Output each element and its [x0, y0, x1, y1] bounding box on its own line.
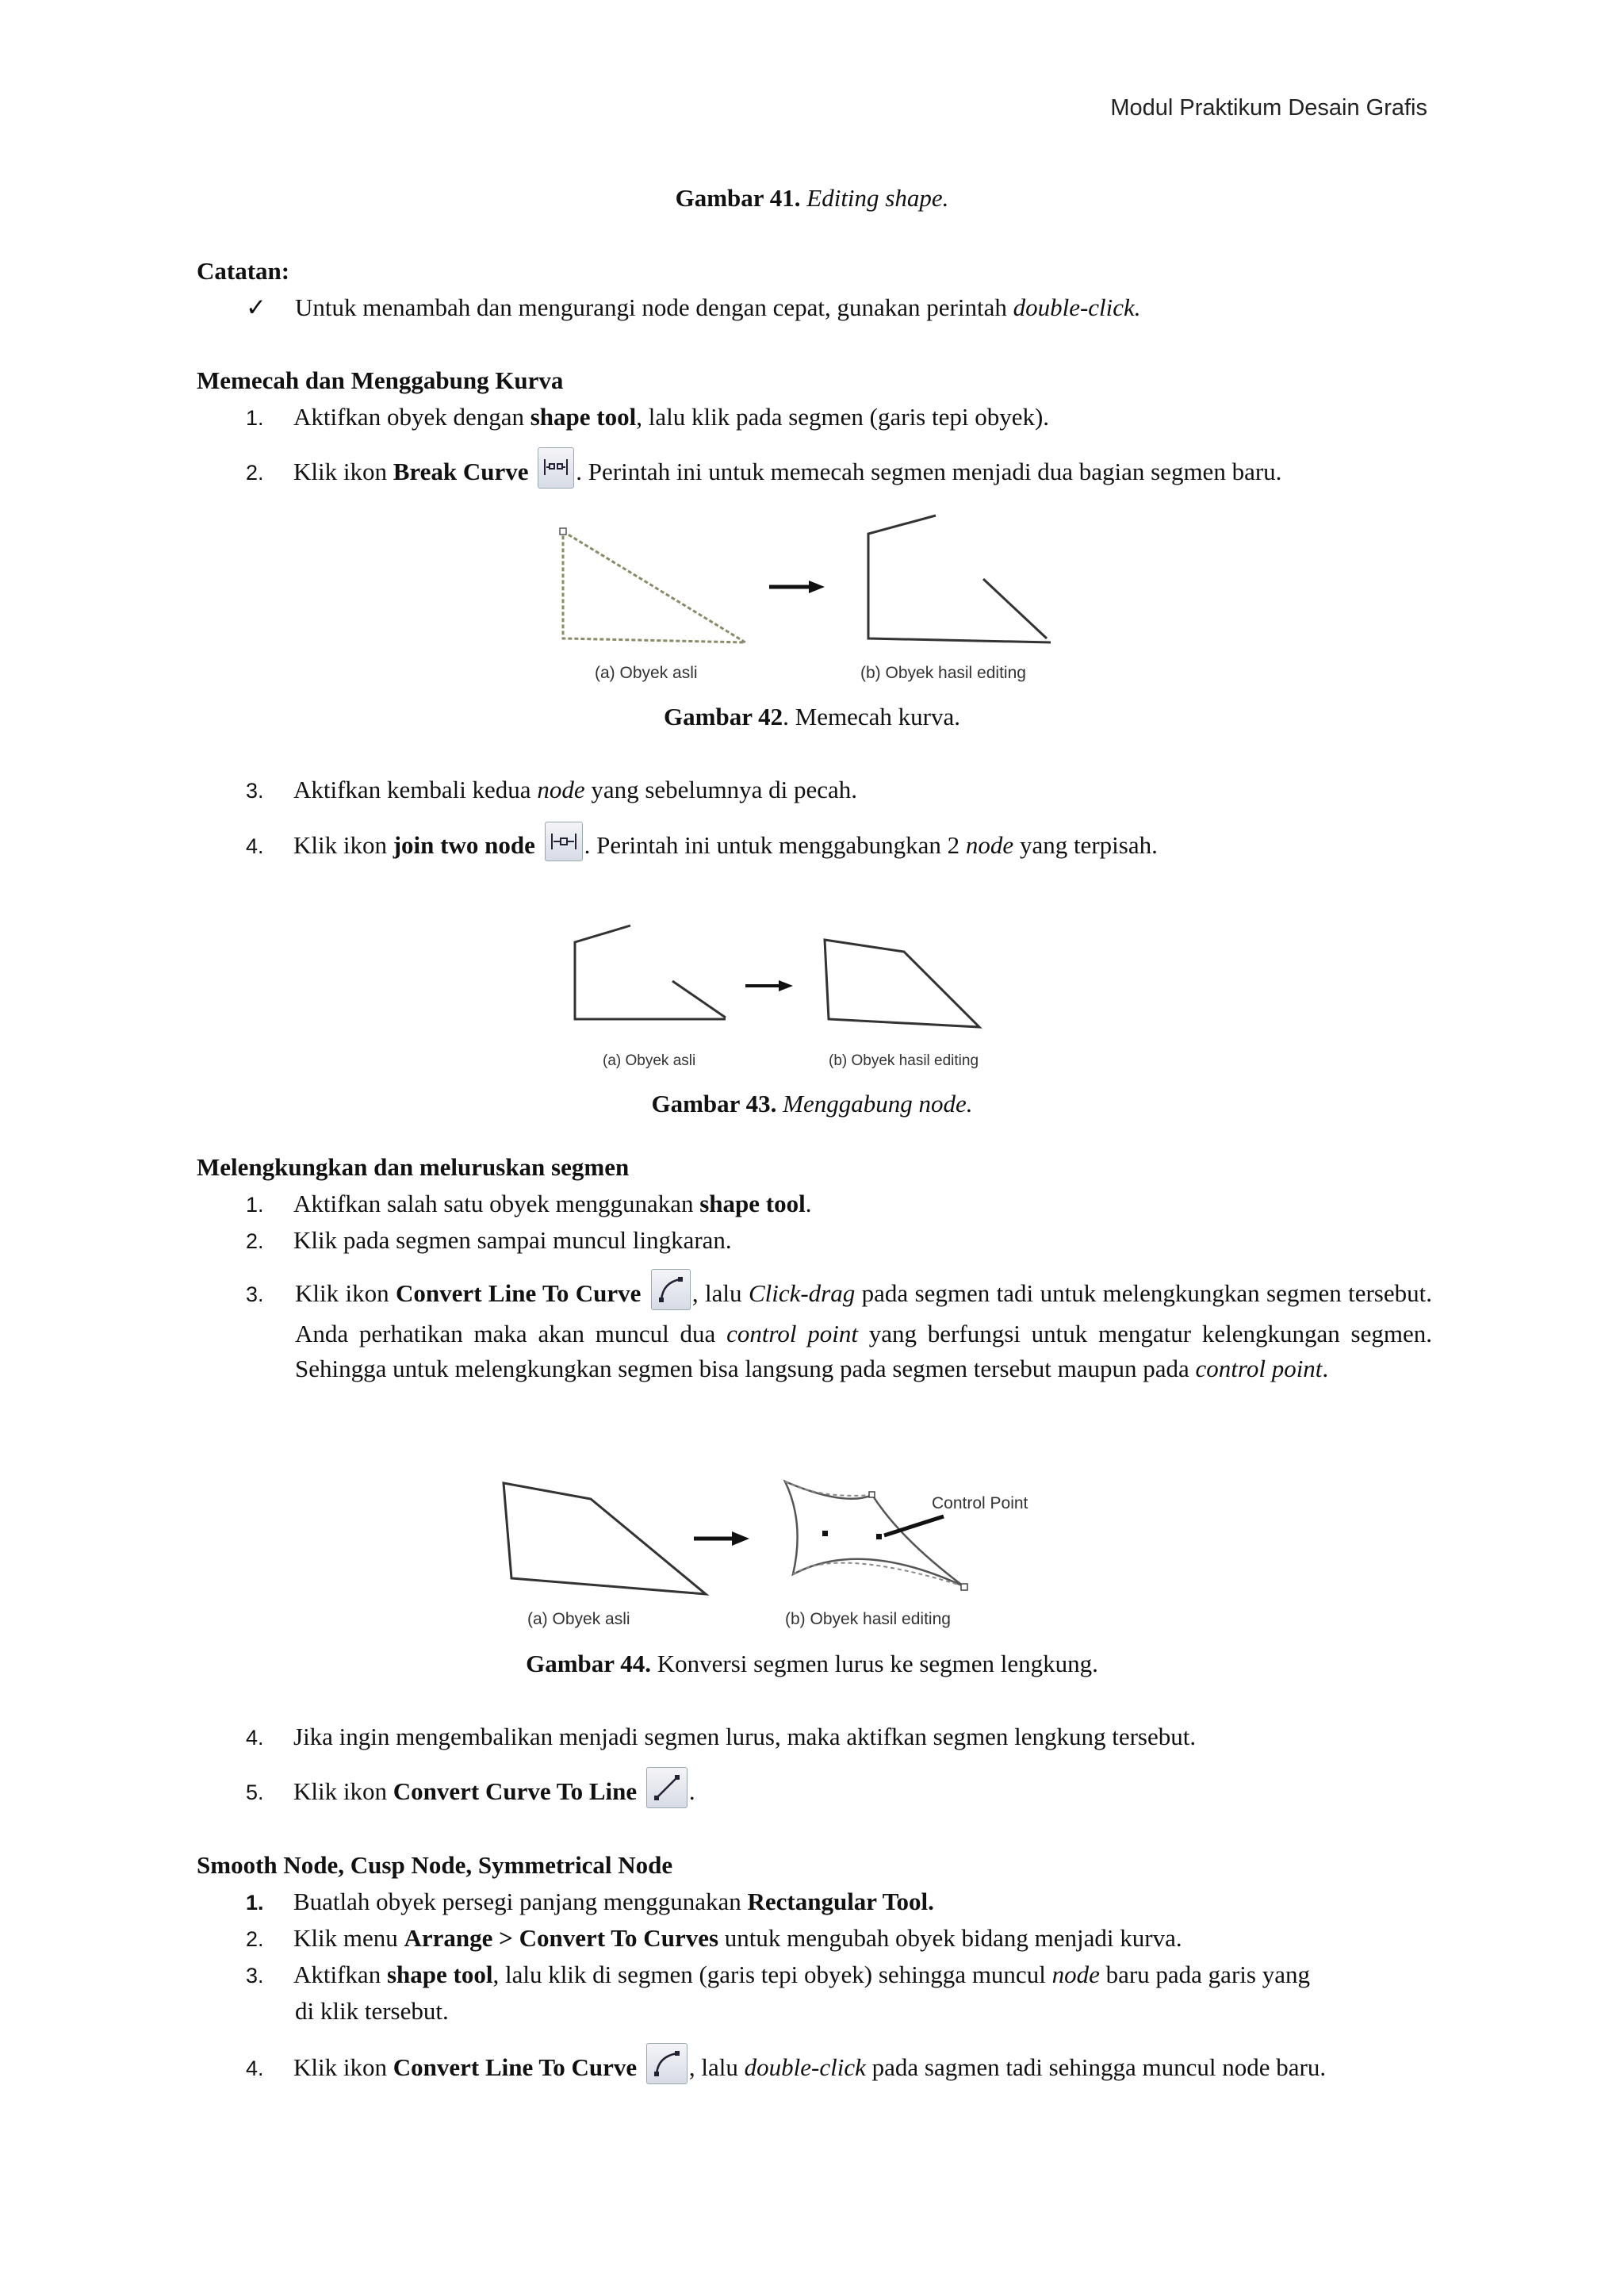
- list-item: 2. Klik pada segmen sampai muncul lingkaran.: [246, 1226, 732, 1254]
- figure-label-left: (a) Obyek asli: [527, 1610, 630, 1628]
- convert-line-to-curve-icon: [646, 2043, 688, 2084]
- figure-label-right: (b) Obyek hasil editing: [785, 1610, 951, 1628]
- arrow-head: [732, 1531, 749, 1546]
- list-item: 3. Klik ikon Convert Line To Curve , lalu Click-drag pada segmen tadi untuk melengkungkan segmen tersebut. Anda perhatikan maka akan muncul dua control point yang berfungsi untuk mengatur kelengkungan segmen. Sehingga untuk melengkungkan segmen bisa langsung pada segmen tersebut maupun pada control point.: [246, 1275, 1427, 1386]
- section-heading: Memecah dan Menggabung Kurva: [197, 366, 564, 394]
- edited-shape: [825, 940, 979, 1027]
- arrow-head: [809, 581, 825, 593]
- figure-44: [488, 1467, 1059, 1634]
- break-curve-icon: [538, 447, 574, 489]
- list-item: 1. Aktifkan obyek dengan shape tool, lalu klik pada segmen (garis tepi obyek).: [246, 403, 1050, 431]
- list-item: 5. Klik ikon Convert Curve To Line .: [246, 1773, 695, 1815]
- paragraph: Klik ikon Convert Line To Curve , lalu Click-drag pada segmen tadi untuk melengkungkan segmen tersebut. Anda perhatikan maka akan muncul dua control point yang berfungsi untuk mengatur kelengkungan segmen. Sehingga untuk melengkungkan segmen bisa langsung pada segmen tersebut maupun pada control point.: [295, 1275, 1432, 1386]
- original-shape: [504, 1483, 706, 1594]
- pointer-arrow: [884, 1516, 944, 1535]
- arrow-head: [779, 980, 793, 991]
- section-heading: Melengkungkan dan meluruskan segmen: [197, 1153, 630, 1181]
- edited-shape: [868, 516, 1051, 642]
- node-marker: [961, 1584, 967, 1590]
- figure-label-left: (a) Obyek asli: [603, 1052, 696, 1069]
- figure-label-right: (b) Obyek hasil editing: [860, 664, 1026, 682]
- list-item-continuation: di klik tersebut.: [295, 1997, 449, 2025]
- figure-41-caption: [0, 181, 1624, 216]
- convert-line-to-curve-icon: [651, 1269, 691, 1310]
- note-item: ✓ Untuk menambah dan mengurangi node dengan cepat, gunakan perintah double-click.: [246, 290, 1141, 325]
- figure-43: [555, 916, 999, 1075]
- original-shape: [575, 926, 726, 1019]
- list-item: 2. Klik menu Arrange > Convert To Curves untuk mengubah obyek bidang menjadi kurva.: [246, 1924, 1182, 1952]
- list-item: 2. Klik ikon Break Curve . Perintah ini untuk memecah segmen menjadi dua bagian segmen baru.: [246, 454, 1281, 495]
- list-item: 1. Aktifkan salah satu obyek menggunakan shape tool.: [246, 1190, 812, 1217]
- list-item: 3. Aktifkan kembali kedua node yang sebelumnya di pecah.: [246, 776, 858, 803]
- figure-label-right: (b) Obyek hasil editing: [829, 1052, 979, 1069]
- control-point-label: Control Point: [932, 1494, 1028, 1512]
- list-item: 4. Klik ikon Convert Line To Curve , lalu double-click pada sagmen tadi sehingga muncul node baru.: [246, 2049, 1326, 2091]
- control-line: [785, 1481, 872, 1496]
- page-header: Modul Praktikum Desain Grafis: [1110, 95, 1427, 121]
- original-shape-segment: [672, 981, 726, 1018]
- figure-label: Gambar 41.: [675, 184, 801, 212]
- node-marker: [560, 528, 566, 535]
- figure-42: [547, 508, 1086, 690]
- list-item: 1. Buatlah obyek persegi panjang menggunakan Rectangular Tool.: [246, 1888, 934, 1915]
- control-point-marker: [822, 1531, 828, 1536]
- list-item: 4. Klik ikon join two node . Perintah ini untuk menggabungkan 2 node yang terpisah.: [246, 828, 1158, 868]
- original-shape: [563, 531, 745, 642]
- check-icon: ✓: [246, 293, 266, 321]
- convert-curve-to-line-icon: [646, 1767, 688, 1808]
- figure-44-caption: Gambar 44. Konversi segmen lurus ke segmen lengkung.: [526, 1650, 1098, 1677]
- control-point-marker: [876, 1534, 882, 1539]
- figure-label-left: (a) Obyek asli: [595, 664, 698, 682]
- section-heading: Smooth Node, Cusp Node, Symmetrical Node: [197, 1851, 673, 1879]
- figure-text: Editing shape.: [806, 184, 949, 212]
- edited-shape-segment: [983, 579, 1047, 638]
- list-item: 3. Aktifkan shape tool, lalu klik di segmen (garis tepi obyek) sehingga muncul node baru pada garis yang: [246, 1961, 1310, 1988]
- figure-42-caption: Gambar 42. Memecah kurva.: [664, 703, 960, 730]
- note-heading: Catatan:: [197, 257, 290, 285]
- node-marker: [869, 1492, 875, 1497]
- figure-43-caption: Gambar 43. Menggabung node.: [651, 1090, 973, 1117]
- list-item: 4. Jika ingin mengembalikan menjadi segmen lurus, maka aktifkan segmen lengkung tersebut.: [246, 1723, 1197, 1750]
- join-two-node-icon: [545, 822, 583, 861]
